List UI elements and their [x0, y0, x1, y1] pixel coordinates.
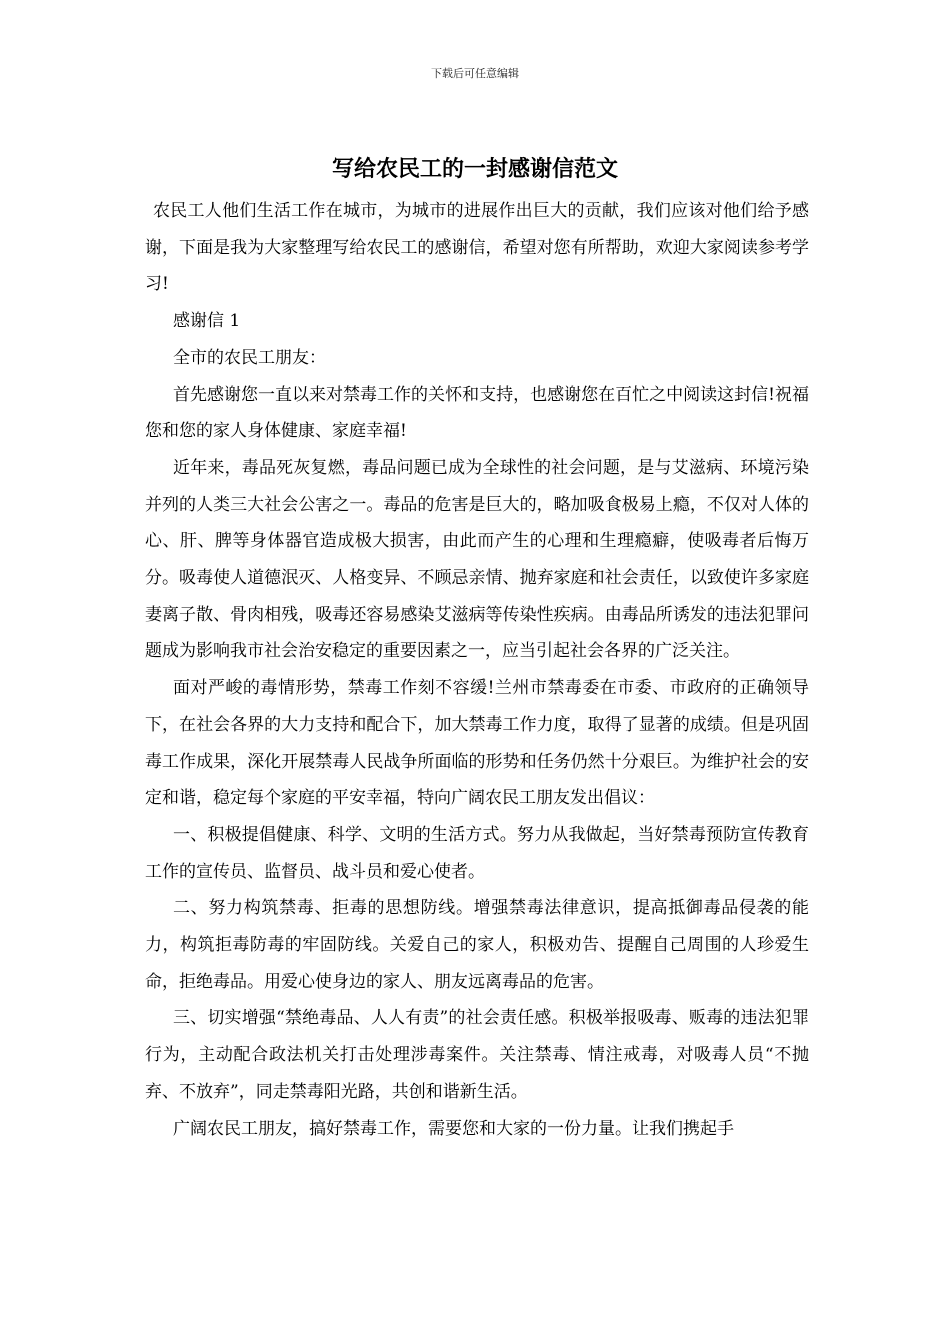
intro-paragraph: 农民工人他们生活工作在城市，为城市的进展作出巨大的贡献，我们应该对他们给予感谢，下面是我为大家整理写给农民工的感谢信，希望对您有所帮助，欢迎大家阅读参考学习!	[145, 201, 809, 295]
salutation: 全市的农民工朋友：	[173, 347, 326, 368]
proposal-item-2: 二、努力构筑禁毒、拒毒的思想防线。增强禁毒法律意识，提高抵御毒品侵袭的能力，构筑拒毒防毒的牢固防线。关爱自己的家人，积极劝告、提醒自己周围的人珍爱生命，拒绝毒品。用爱心使身边的家人、朋友远离毒品的危害。	[145, 898, 809, 992]
header-note: 下载后可任意编辑	[431, 67, 519, 80]
body-paragraph: 首先感谢您一直以来对禁毒工作的关怀和支持，也感谢您在百忙之中阅读这封信!祝福您和您的家人身体健康、家庭幸福!	[145, 384, 809, 442]
proposal-item-3: 三、切实增强“禁绝毒品、人人有责”的社会责任感。积极举报吸毒、贩毒的违法犯罪行为，主动配合政法机关打击处理涉毒案件。关注禁毒、情注戒毒，对吸毒人员“不抛弃、不放弃”，同走禁毒阳光路，共创和谐新生活。	[145, 1008, 809, 1102]
proposal-item-1: 一、积极提倡健康、科学、文明的生活方式。努力从我做起，当好禁毒预防宣传教育工作的宣传员、监督员、战斗员和爱心使者。	[145, 824, 809, 882]
body-paragraph: 面对严峻的毒情形势，禁毒工作刻不容缓!兰州市禁毒委在市委、市政府的正确领导下，在社会各界的大力支持和配合下，加大禁毒工作力度，取得了显著的成绩。但是巩固毒工作成果，深化开展禁毒人民战争所面临的形势和任务仍然十分艰巨。为维护社会的安定和谐，稳定每个家庭的平安幸福，特向广阔农民工朋友发出倡议：	[145, 678, 809, 809]
closing-paragraph: 广阔农民工朋友，搞好禁毒工作，需要您和大家的一份力量。让我们携起手	[173, 1118, 734, 1139]
document-body	[145, 193, 809, 1147]
letter-heading: 感谢信 1	[173, 311, 241, 332]
document-title: 写给农民工的一封感谢信范文	[331, 156, 618, 182]
body-paragraph: 近年来，毒品死灰复燃，毒品问题已成为全球性的社会问题，是与艾滋病、环境污染并列的人类三大社会公害之一。毒品的危害是巨大的，略加吸食极易上瘾，不仅对人体的心、肝、脾等身体器官造成极大损害，由此而产生的心理和生理瘾癖，使吸毒者后悔万分。吸毒使人道德泯灭、人格变异、不顾忌亲情、抛弃家庭和社会责任，以致使许多家庭妻离子散、骨肉相残，吸毒还容易感染艾滋病等传染性疾病。由毒品所诱发的违法犯罪问题成为影响我市社会治安稳定的重要因素之一，应当引起社会各界的广泛关注。	[145, 457, 809, 662]
